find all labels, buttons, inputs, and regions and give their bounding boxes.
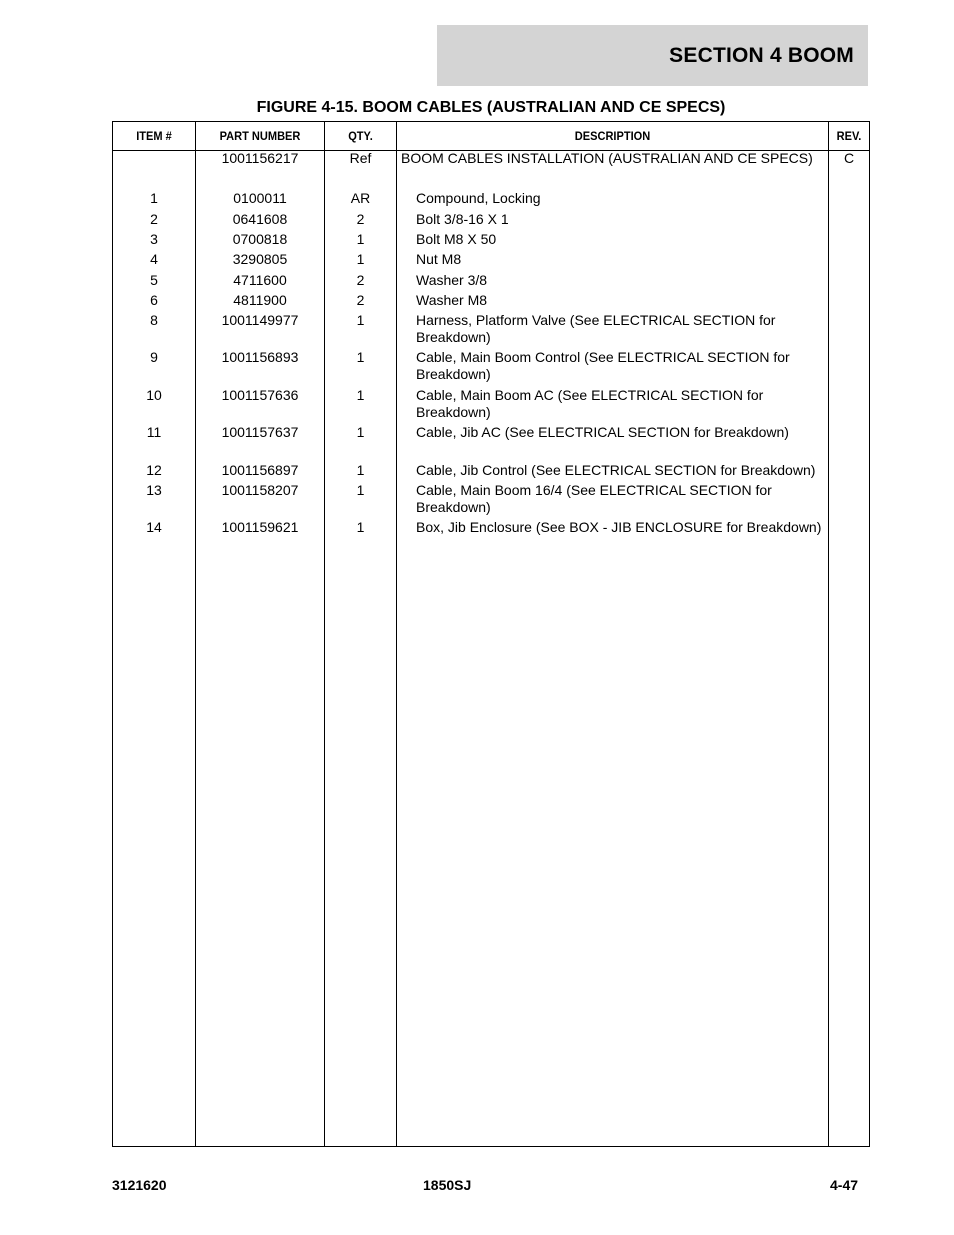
description: Box, Jib Enclosure (See BOX - JIB ENCLOSURE for Breakdown)	[416, 519, 822, 535]
part-number: 0100011	[233, 190, 287, 206]
quantity: 1	[356, 424, 365, 440]
figure-title: FIGURE 4-15. BOOM CABLES (AUSTRALIAN AND CE SPECS)	[256, 99, 726, 116]
description: Nut M8	[416, 251, 462, 267]
description: Cable, Main Boom AC (See ELECTRICAL SECTION for Breakdown)	[416, 387, 764, 420]
part-number: 1001156217	[221, 150, 299, 166]
description: Washer M8	[416, 292, 488, 308]
parts-table	[112, 121, 870, 1147]
part-number: 0700818	[232, 231, 288, 247]
quantity: AR	[350, 190, 371, 206]
column-header-description: DESCRIPTION	[574, 129, 651, 143]
description: Cable, Main Boom 16/4 (See ELECTRICAL SECTION for Breakdown)	[416, 482, 772, 515]
description: Cable, Jib Control (See ELECTRICAL SECTION for Breakdown)	[416, 462, 816, 478]
item-number: 12	[146, 462, 162, 478]
item-number: 11	[146, 424, 162, 440]
column-header-part-number: PART NUMBER	[219, 129, 301, 143]
part-number: 1001156893	[221, 349, 299, 365]
quantity: 2	[356, 292, 365, 308]
item-number: 5	[150, 272, 158, 288]
column-divider	[828, 122, 829, 1146]
part-number: 3290805	[232, 251, 288, 267]
item-number: 1	[150, 190, 158, 206]
quantity: 1	[356, 349, 365, 365]
item-number: 10	[146, 387, 162, 403]
description: Harness, Platform Valve (See ELECTRICAL SECTION for Breakdown)	[416, 312, 776, 345]
part-number: 1001159621	[221, 519, 299, 535]
quantity: 2	[356, 272, 365, 288]
quantity: 1	[356, 462, 365, 478]
part-number: 4711600	[233, 272, 287, 288]
part-number: 0641608	[232, 211, 288, 227]
description: Washer 3/8	[416, 272, 488, 288]
column-header-qty: QTY.	[348, 129, 373, 143]
part-number: 1001157636	[221, 387, 299, 403]
quantity: 2	[356, 211, 365, 227]
part-number: 4811900	[233, 292, 287, 308]
revision: C	[843, 150, 855, 166]
footer-model: 1850SJ	[423, 1177, 472, 1193]
description: Cable, Main Boom Control (See ELECTRICAL SECTION for Breakdown)	[416, 349, 790, 382]
item-number: 9	[150, 349, 158, 365]
section-banner	[437, 25, 868, 86]
part-number: 1001157637	[221, 424, 299, 440]
footer-page-number: 4-47	[830, 1177, 859, 1193]
part-number: 1001158207	[221, 482, 299, 498]
item-number: 2	[150, 211, 158, 227]
quantity: 1	[356, 231, 365, 247]
column-header-item: ITEM #	[136, 129, 172, 143]
quantity: 1	[356, 387, 365, 403]
quantity: 1	[356, 251, 365, 267]
column-header-rev: REV.	[836, 129, 862, 143]
item-number: 14	[146, 519, 162, 535]
part-number: 1001156897	[221, 462, 299, 478]
section-title: SECTION 4 BOOM	[669, 43, 854, 67]
description: BOOM CABLES INSTALLATION (AUSTRALIAN AND CE SPECS)	[401, 150, 813, 166]
item-number: 3	[150, 231, 158, 247]
footer-document-number: 3121620	[112, 1177, 167, 1193]
item-number: 13	[146, 482, 162, 498]
description: Cable, Jib AC (See ELECTRICAL SECTION for Breakdown)	[416, 424, 789, 440]
description: Bolt 3/8-16 X 1	[416, 211, 509, 227]
quantity: 1	[356, 519, 365, 535]
item-number: 4	[150, 251, 158, 267]
item-number: 8	[150, 312, 158, 328]
column-divider	[396, 122, 397, 1146]
quantity: Ref	[349, 150, 372, 166]
description: Bolt M8 X 50	[416, 231, 497, 247]
item-number: 6	[150, 292, 158, 308]
quantity: 1	[356, 482, 365, 498]
quantity: 1	[356, 312, 365, 328]
part-number: 1001149977	[221, 312, 299, 328]
description: Compound, Locking	[416, 190, 541, 206]
